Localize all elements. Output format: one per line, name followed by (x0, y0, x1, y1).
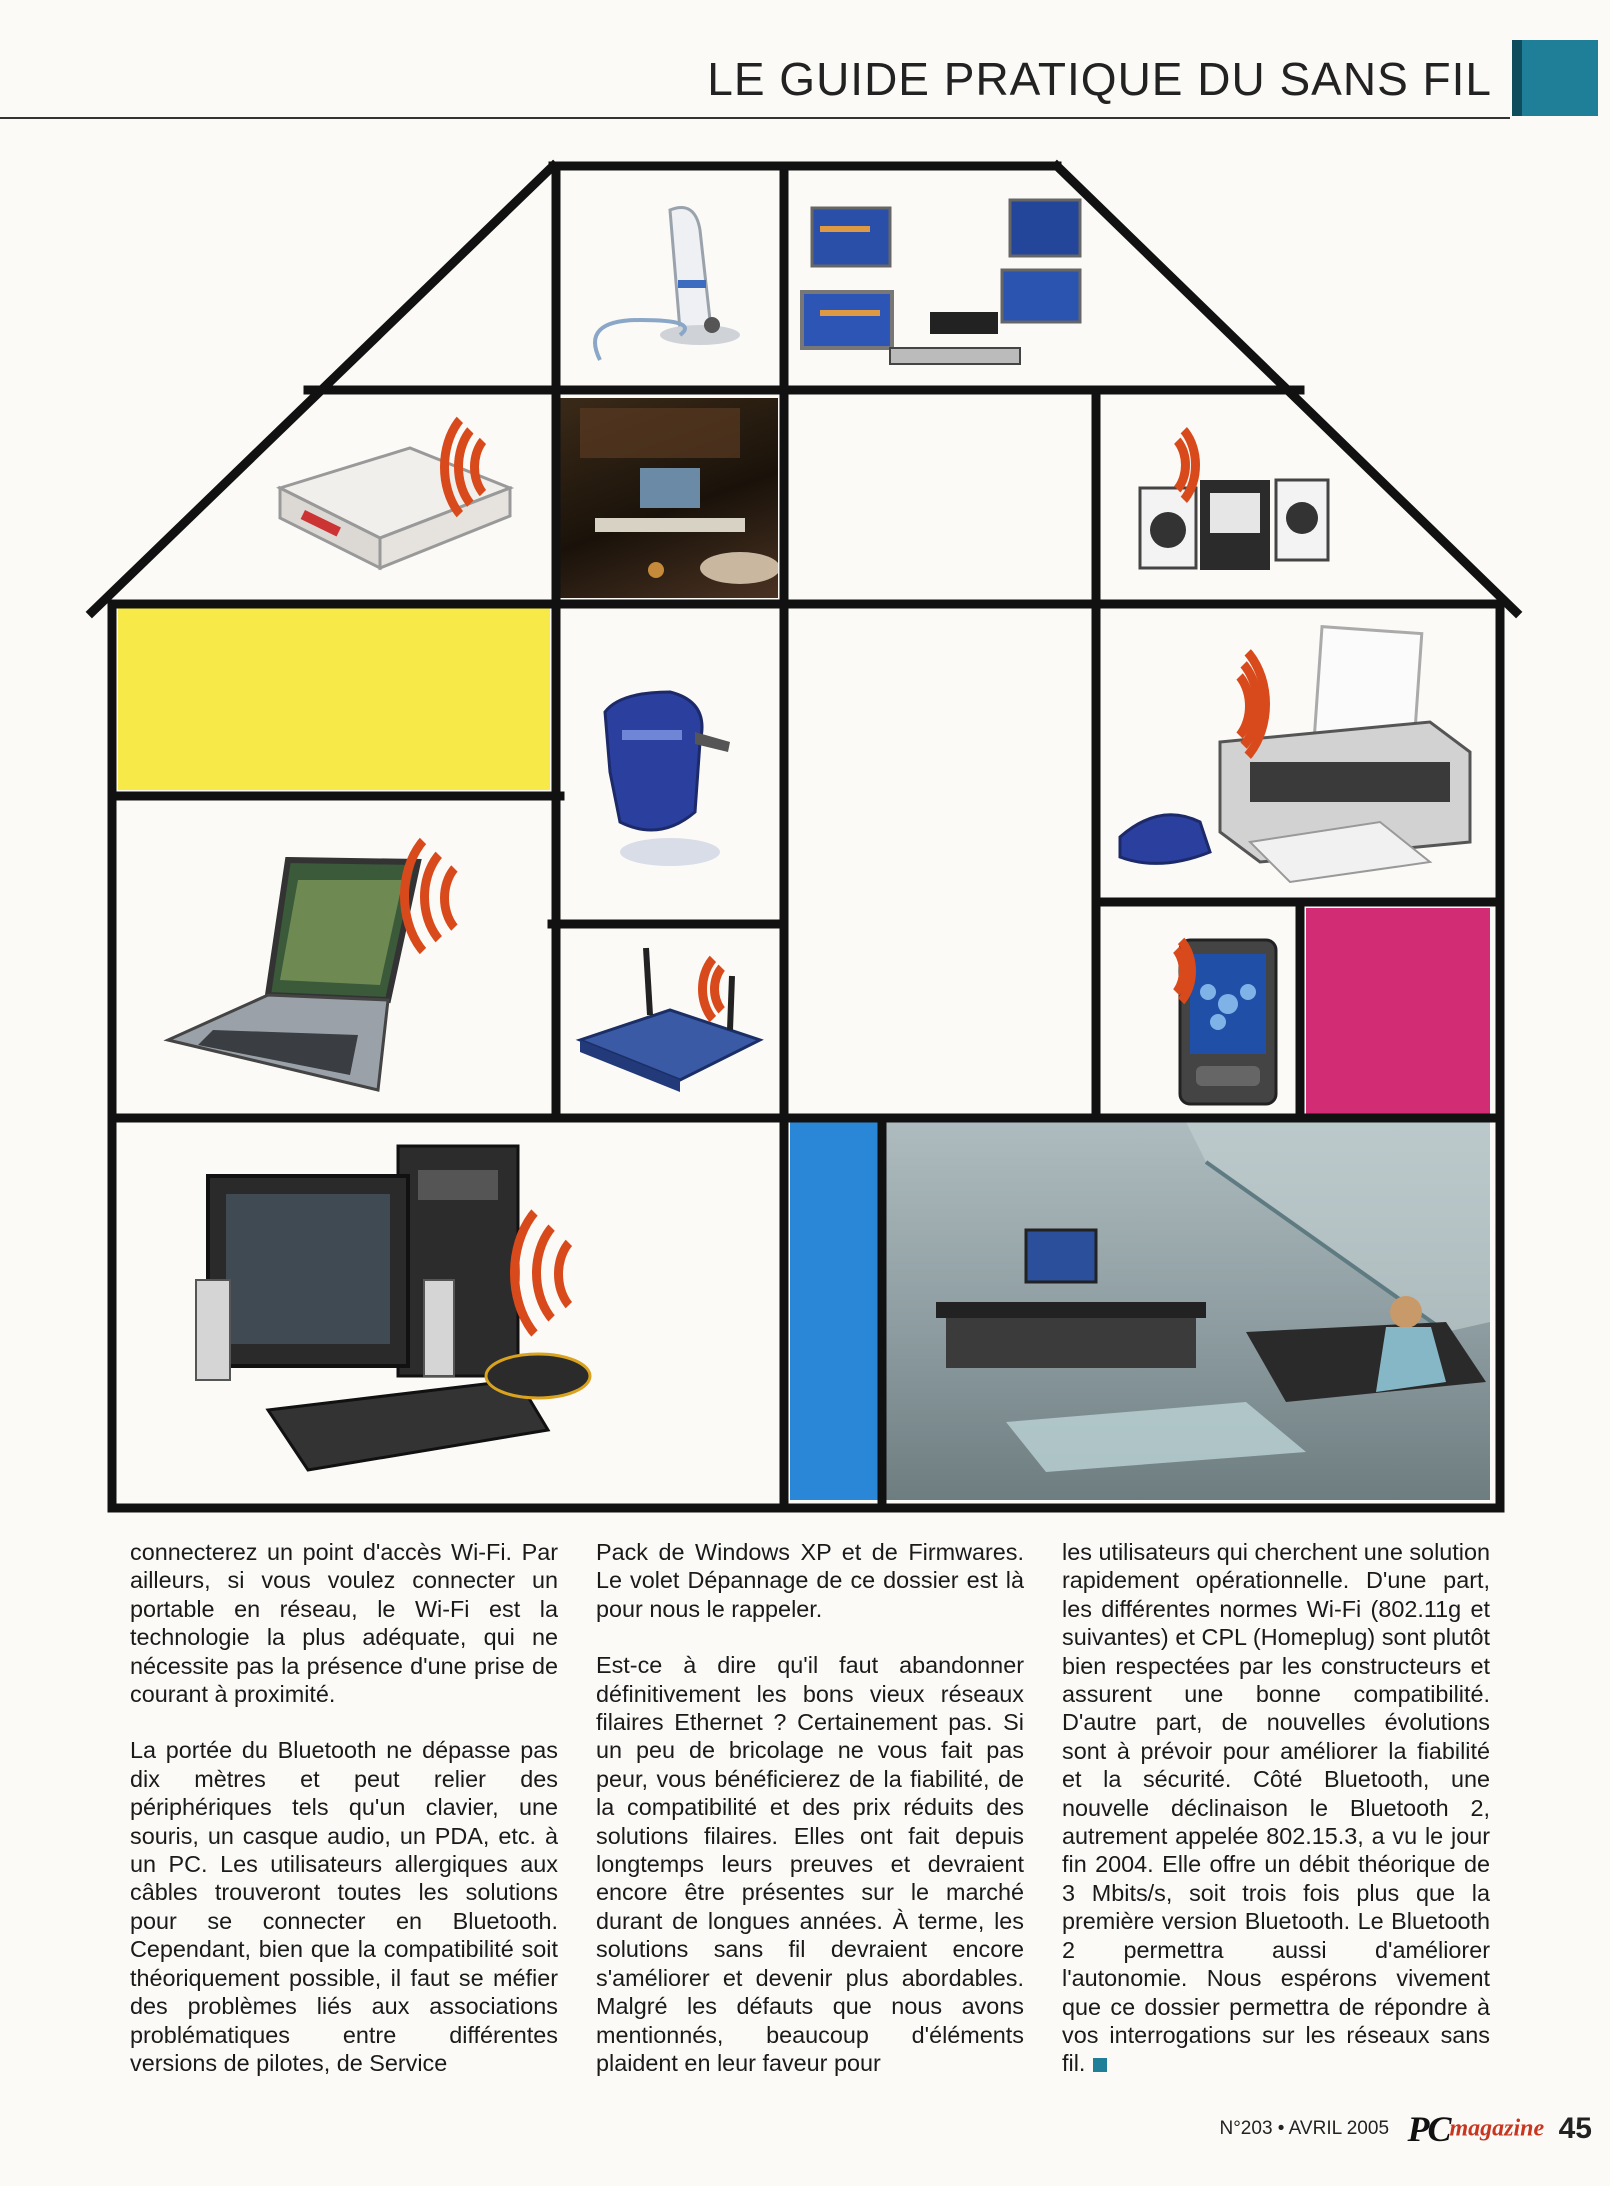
paragraph-text: les utilisateurs qui cherchent une solution rapidement opérationnelle. D'une part, les différentes normes Wi-Fi (802.11g et suivantes) et CPL (Homeplug) sont plutôt bien respectées par les constructeurs et assurent une bonne compatibilité. D'autre part, de nouvelles évolutions sont à prévoir pour améliorer la fiabilité et la sécurité. Côté Bluetooth, une nouvelle déclinaison le Bluetooth 2, autrement appelée 802.15.3, a vu le jour fin 2004. Elle offre un débit théorique de 3 Mbits/s, soit trois fois plus que la première version Bluetooth. Le Bluetooth 2 permettra aussi d'améliorer l'autonomie. Nous espérons vivement que ce dossier permettra de répondre à vos interrogations sur les réseaux sans fil. (1062, 1539, 1490, 2077)
text-column-1 (130, 1538, 558, 2077)
section-title: LE GUIDE PRATIQUE DU SANS FIL (707, 53, 1492, 105)
paragraph: Pack de Windows XP et de Firmwares. Le volet Dépannage de ce dossier est là pour nous le rappeler. (596, 1539, 1024, 1622)
paragraph: La portée du Bluetooth ne dépasse pas dix mètres et peut relier des périphériques tels qu'un clavier, une souris, un casque audio, un PDA, etc. à un PC. Les utilisateurs allergiques aux câbles trouveront toutes les solutions pour se connecter en Bluetooth. Cependant, bien que la compatibilité soit théoriquement possible, il faut se méfier des problèmes liés aux associations problématiques entre différentes versions de pilotes, de Service (130, 1737, 558, 2076)
paragraph: Est-ce à dire qu'il faut abandonner définitivement les bons vieux réseaux filaires Ethernet ? Certainement pas. Si un peu de bricolage ne vous fait pas peur, vous bénéficierez de la fiabilité, de la compatibilité et des prix réduits des solutions filaires. Elles ont fait depuis longtemps leurs preuves et devraient encore être présentes sur le marché durant de longues années. À terme, les solutions sans fil devraient encore s'améliorer et devenir plus abordables. Malgré les défauts que nous avons mentionnés, beaucoup d'éléments plaident en leur faveur pour (596, 1652, 1024, 2076)
text-column-3 (1062, 1538, 1490, 2078)
paragraph: connecterez un point d'accès Wi-Fi. Par ailleurs, si vous voulez connecter un portable en réseau, le Wi-Fi est la technologie la plus adéquate, qui ne nécessite pas la présence d'une prise de courant à proximité. (130, 1539, 558, 1708)
paragraph-last (1062, 1538, 1490, 2078)
magazine-logo-text: magazine (1449, 2115, 1545, 2142)
issue-info: N°203 • AVRIL 2005 (1219, 2118, 1390, 2139)
page-number: 45 (1558, 2112, 1592, 2145)
page-footer (1219, 2108, 1592, 2150)
magazine-logo-pc: PC (1407, 2109, 1450, 2149)
text-column-2 (596, 1538, 1024, 2077)
end-of-article-mark (1093, 2058, 1107, 2072)
